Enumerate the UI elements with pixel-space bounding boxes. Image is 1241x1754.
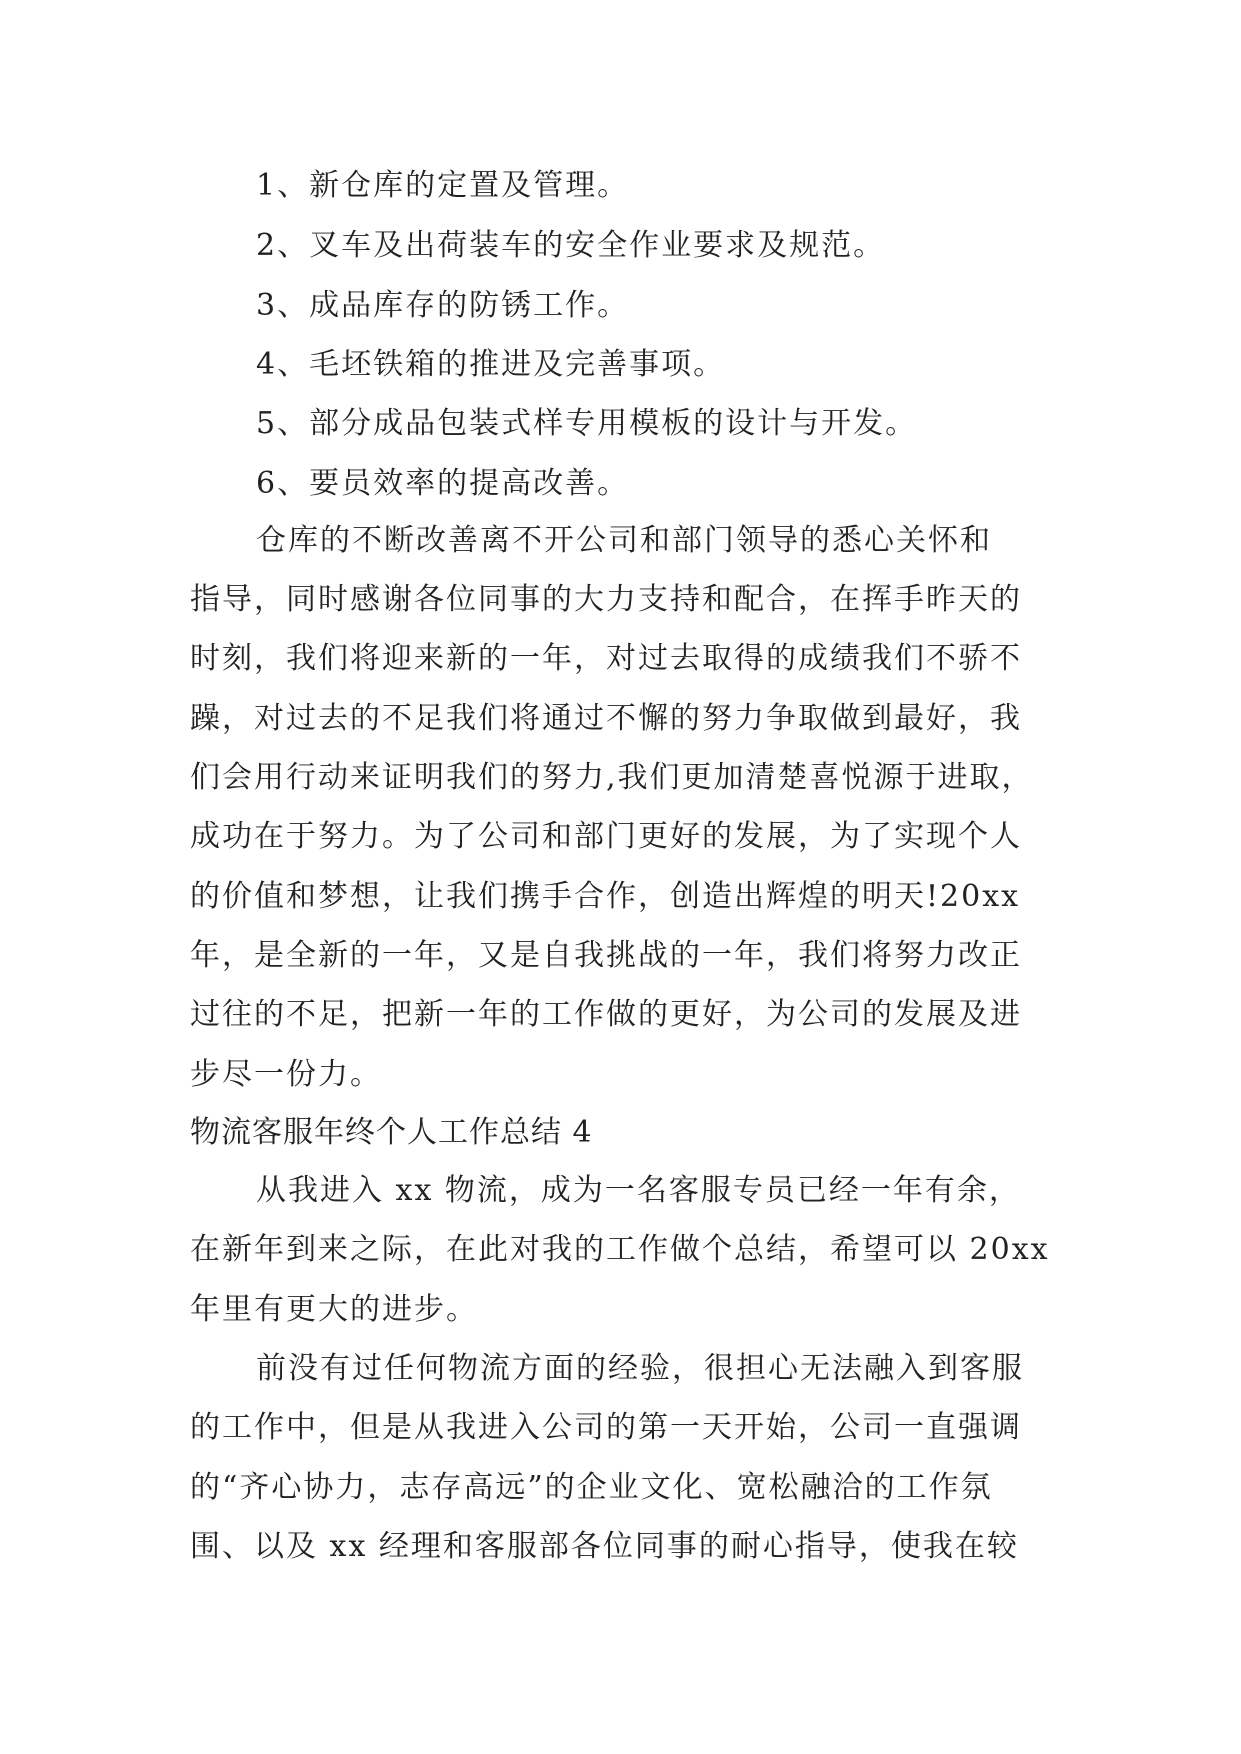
paragraph-line: 的“齐心协力，志存高远”的企业文化、宽松融洽的工作氛 bbox=[190, 1470, 993, 1505]
list-item: 3、成品库存的防锈工作。 bbox=[256, 288, 630, 323]
paragraph-line: 过往的不足，把新一年的工作做的更好，为公司的发展及进 bbox=[190, 997, 1022, 1032]
paragraph-line: 成功在于努力。为了公司和部门更好的发展，为了实现个人 bbox=[190, 819, 1022, 854]
paragraph-line: 们会用行动来证明我们的努力,我们更加清楚喜悦源于进取， bbox=[190, 760, 1034, 795]
paragraph-line: 年，是全新的一年，又是自我挑战的一年，我们将努力改正 bbox=[190, 938, 1022, 973]
paragraph-line: 的价值和梦想，让我们携手合作，创造出辉煌的明天!20xx bbox=[190, 879, 1021, 914]
section-heading: 物流客服年终个人工作总结 4 bbox=[190, 1115, 593, 1150]
paragraph-line: 的工作中，但是从我进入公司的第一天开始，公司一直强调 bbox=[190, 1410, 1022, 1445]
list-item: 5、部分成品包装式样专用模板的设计与开发。 bbox=[256, 406, 918, 441]
paragraph-line: 年里有更大的进步。 bbox=[190, 1292, 478, 1327]
list-item: 4、毛坯铁箱的推进及完善事项。 bbox=[256, 347, 726, 382]
paragraph-line: 前没有过任何物流方面的经验，很担心无法融入到客服 bbox=[256, 1351, 1024, 1386]
paragraph-line: 指导，同时感谢各位同事的大力支持和配合，在挥手昨天的 bbox=[190, 582, 1022, 617]
paragraph-line: 步尽一份力。 bbox=[190, 1057, 382, 1092]
list-item: 6、要员效率的提高改善。 bbox=[256, 466, 630, 501]
paragraph-line: 时刻，我们将迎来新的一年，对过去取得的成绩我们不骄不 bbox=[190, 641, 1022, 676]
paragraph-line: 躁，对过去的不足我们将通过不懈的努力争取做到最好，我 bbox=[190, 701, 1022, 736]
paragraph-line: 在新年到来之际，在此对我的工作做个总结，希望可以 20xx bbox=[190, 1232, 1050, 1267]
list-item: 1、新仓库的定置及管理。 bbox=[256, 168, 630, 203]
list-item: 2、叉车及出荷装车的安全作业要求及规范。 bbox=[256, 228, 886, 263]
paragraph-line: 仓库的不断改善离不开公司和部门领导的悉心关怀和 bbox=[256, 523, 992, 558]
paragraph-line: 围、以及 xx 经理和客服部各位同事的耐心指导，使我在较 bbox=[190, 1529, 1019, 1564]
paragraph-line: 从我进入 xx 物流，成为一名客服专员已经一年有余， bbox=[256, 1173, 1021, 1208]
